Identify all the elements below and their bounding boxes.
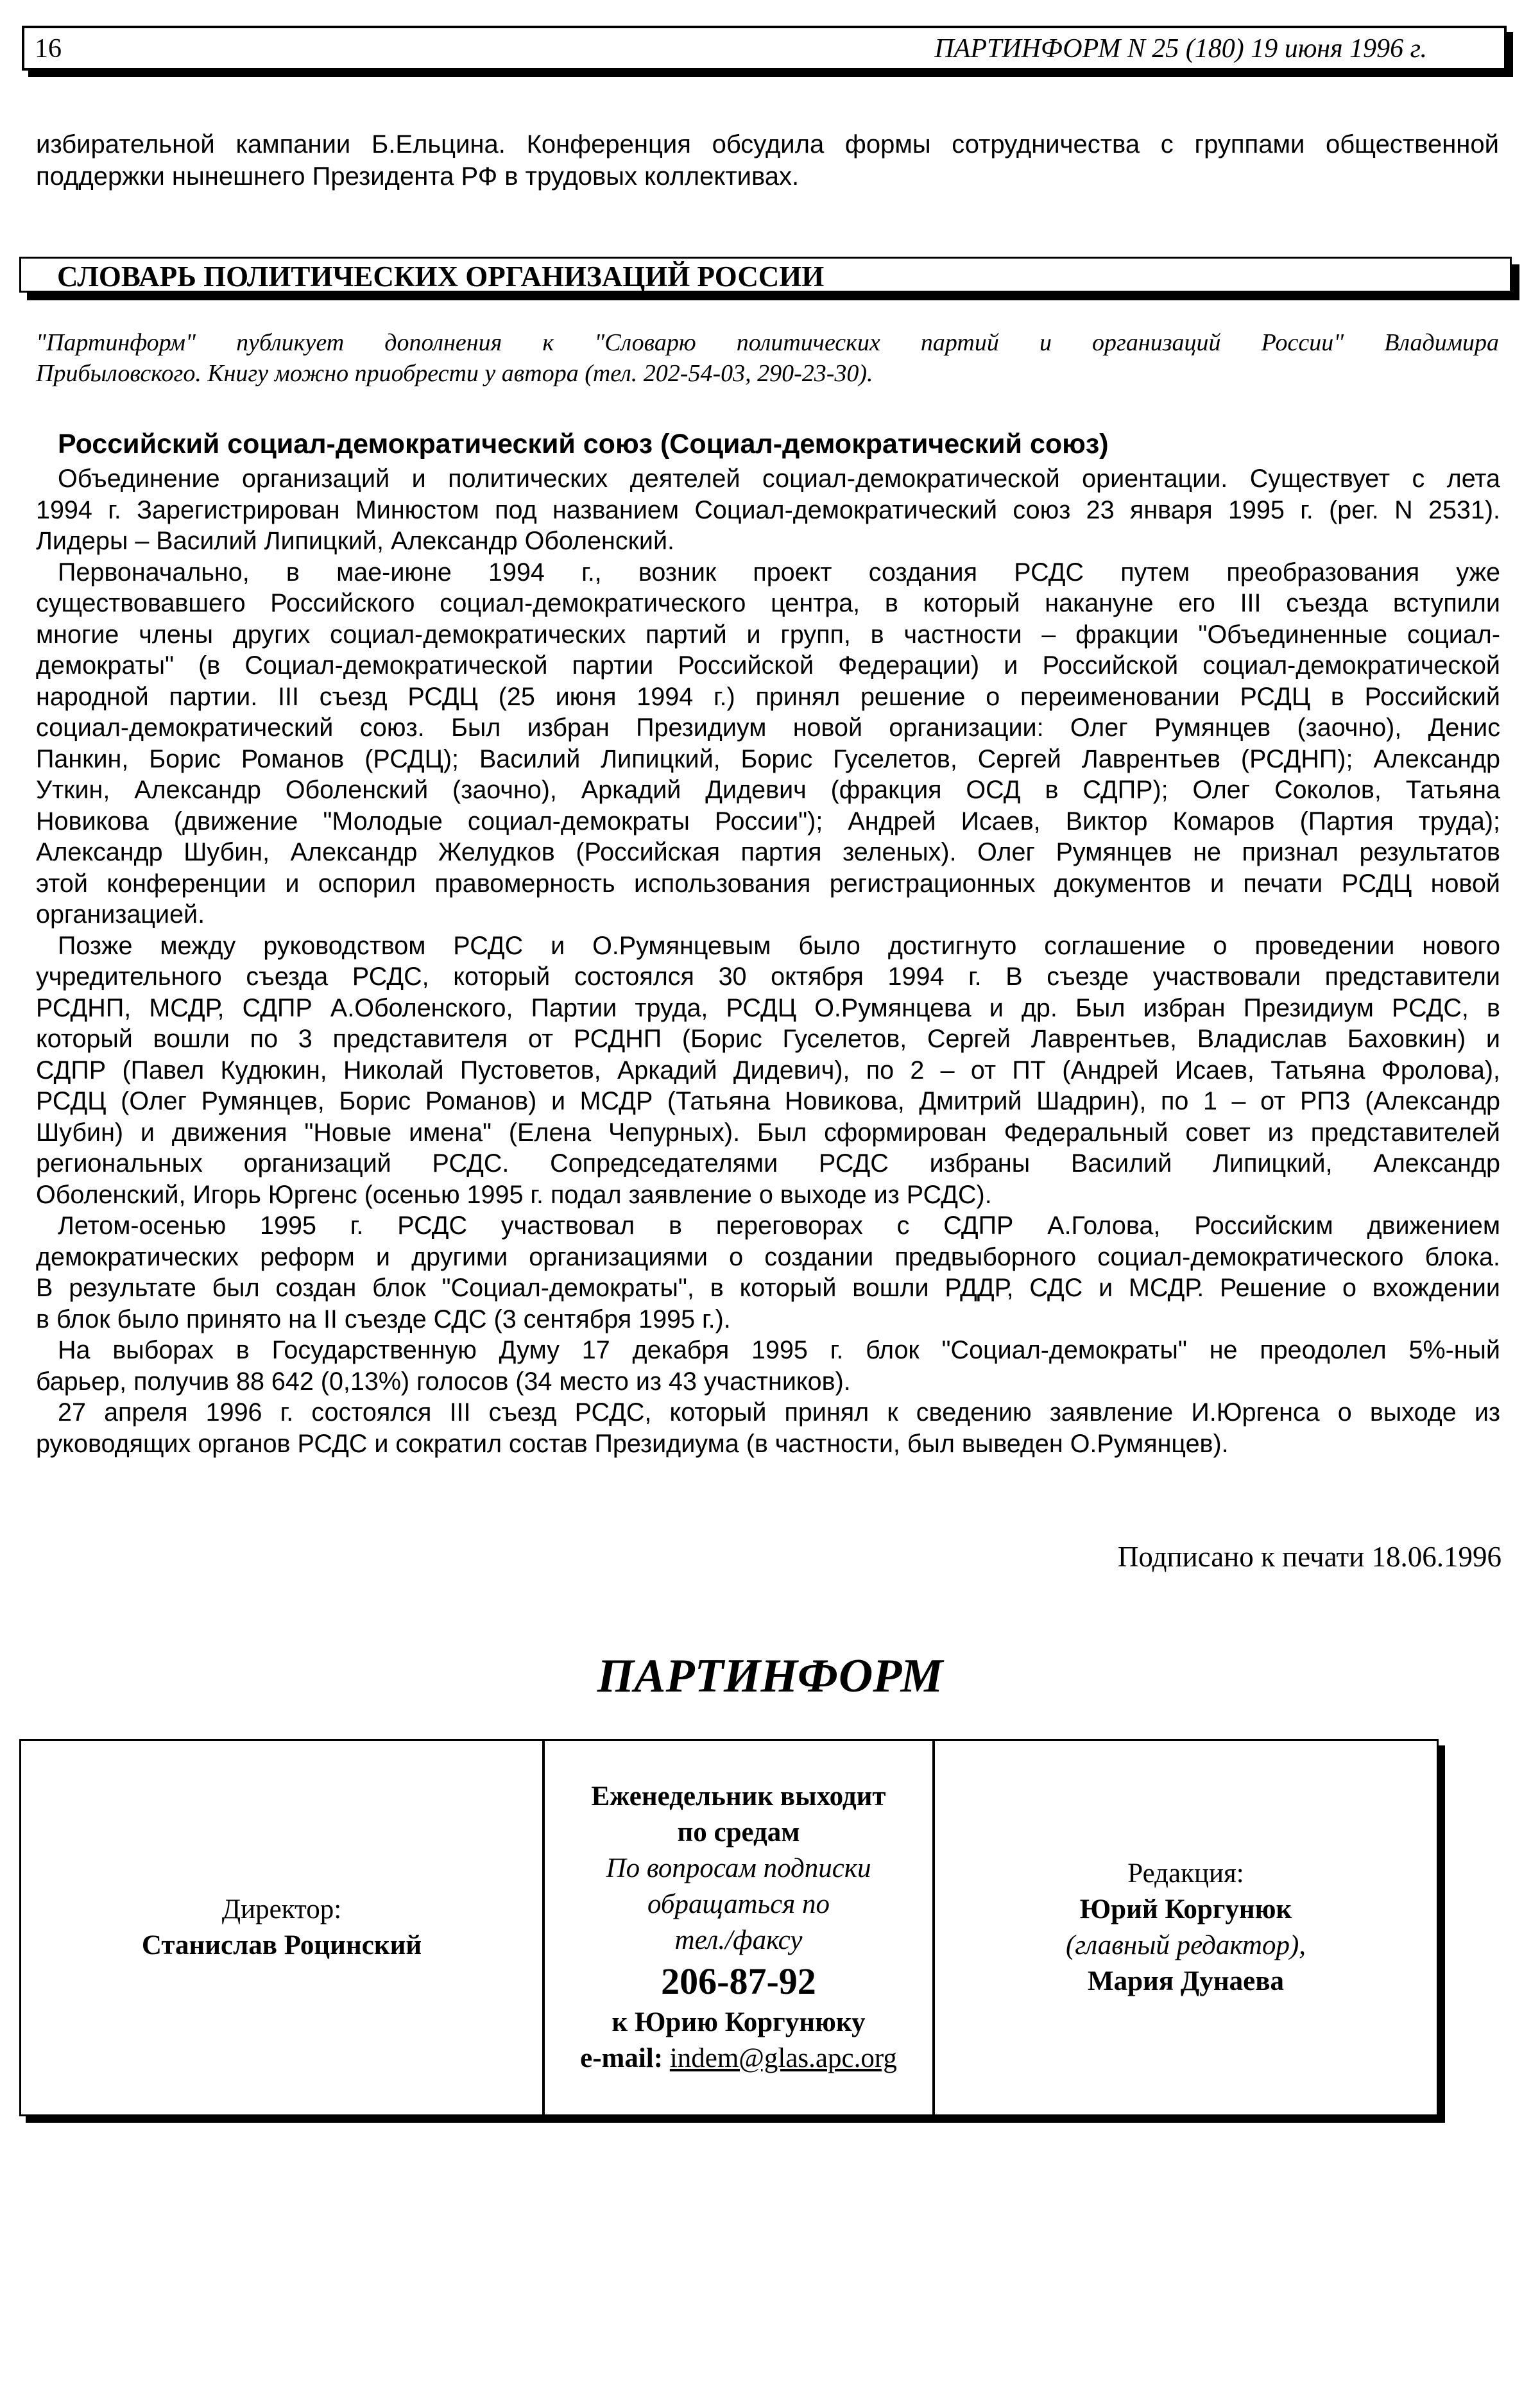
text-line: 1994 г. Зарегистрирован Минюстом под названием Социал-демократический союз 23 января 1995 г. (рег. N 2531). — [36, 495, 1500, 524]
text-line: существовавшего Российского социал-демократического центра, в который накануне его III съезда вступили — [36, 589, 1500, 617]
text-line: Лидеры – Василий Липицкий, Александр Оболенский. — [36, 527, 675, 555]
email-row — [580, 2041, 897, 2077]
text-line: 27 апреля 1996 г. состоялся III съезд РСДС, который принял к сведению заявление И.Юргенса о выходе из — [58, 1398, 1500, 1427]
publication-title: ПАРТИНФОРМ N 25 (180) 19 июня 1996 г. — [934, 34, 1427, 64]
section-title: СЛОВАРЬ ПОЛИТИЧЕСКИХ ОРГАНИЗАЦИЙ РОССИИ — [57, 261, 825, 293]
text-line: Оболенский, Игорь Юргенс (осенью 1995 г. подал заявление о выходе из РСДС). — [36, 1180, 992, 1209]
text-line: Шубин) и движения "Новые имена" (Елена Чепурных). Был сформирован Федеральный совет из представителей — [36, 1118, 1500, 1147]
text-line: народной партии. III съезд РСДЦ (25 июня 1994 г.) принял решение о переименовании РСДЦ в Российский — [36, 682, 1500, 711]
signed-to-print: Подписано к печати 18.06.1996 — [1117, 1541, 1502, 1573]
text-line: РСДЦ (Олег Румянцев, Борис Романов) и МСДР (Татьяна Новикова, Дмитрий Шадрин), по 1 – от РПЗ (Александр — [36, 1087, 1500, 1115]
text-line: в блок было принято на II съезде СДС (3 сентября 1995 г.). — [36, 1305, 731, 1333]
text-line: барьер, получив 88 642 (0,13%) голосов (34 место из 43 участников). — [36, 1367, 851, 1396]
section-title-bar — [19, 257, 1512, 293]
page-number: 16 — [35, 34, 62, 64]
text-line: который вошли по 3 представителя от РСДНП (Борис Гуселетов, Сергей Лаврентьев, Владислав Баховкин) и — [36, 1025, 1500, 1053]
editor-name: Мария Дунаева — [1088, 1966, 1284, 1996]
text-line: Позже между руководством РСДС и О.Румянцевым было достигнуто соглашение о проведении нового — [58, 931, 1500, 960]
director-name: Станислав Роцинский — [141, 1930, 422, 1960]
text-line: СДПР (Павел Кудюкин, Николай Пустоветов, Аркадий Дидевич), по 2 – от ПТ (Андрей Исаев, Татьяна Фролова), — [36, 1056, 1500, 1084]
text-line: многие члены других социал-демократических партий и групп, в частности – фракции "Объединенные социал- — [36, 620, 1500, 649]
text-line: Объединение организаций и политических деятелей социал-демократической ориентации. Существует с лета — [58, 465, 1500, 493]
email-label: e-mail: — [580, 2043, 663, 2073]
text-line: В результате был создан блок "Социал-демократы", в который вошли РДДР, СДС и МСДР. Решение о вхождении — [36, 1274, 1500, 1302]
subscription-line: тел./факсу — [674, 1925, 803, 1955]
text-line: Панкин, Борис Романов (РСДЦ); Василий Липицкий, Борис Гуселетов, Сергей Лаврентьев (РСДНП); Александр — [36, 744, 1500, 773]
subscription-cell — [545, 1741, 935, 2114]
editor-role: (главный редактор), — [1065, 1930, 1306, 1960]
editor-name: Юрий Коргунюк — [1079, 1894, 1292, 1924]
director-cell — [21, 1741, 545, 2114]
text-line: "Партинформ" публикует дополнения к "Словарю политических партий и организаций России" Владимира — [36, 329, 1499, 356]
intro-paragraph — [36, 128, 1499, 193]
text-line: этой конференции и оспорил правомерность использования регистрационных документов и печати РСДЦ новой — [36, 869, 1500, 898]
text-line: РСДНП, МСДР, СДПР А.Оболенского, Партии труда, РСДЦ О.Румянцева и др. Был избран Президиум РСДС, в — [36, 993, 1500, 1022]
subscription-line: обращаться по — [647, 1889, 830, 1919]
phone-number: 206-87-92 — [661, 1960, 816, 2002]
article-title: Российский социал-демократический союз (Социал-демократический союз) — [58, 429, 1109, 459]
schedule-line: Еженедельник выходит — [591, 1781, 886, 1812]
text-line: Александр Шубин, Александр Желудков (Российская партия зеленых). Олег Румянцев не признал результатов — [36, 838, 1500, 866]
text-line: руководящих органов РСДС и сократил состав Президиума (в частности, был выведен О.Румянцев). — [36, 1429, 1229, 1458]
page-header — [22, 26, 1507, 71]
email-link[interactable]: indem@glas.apc.org — [669, 2043, 897, 2073]
text-line: Прибыловского. Книгу можно приобрести у автора (тел. 202-54-03, 290-23-30). — [36, 360, 873, 387]
masthead-title: ПАРТИНФОРМ — [597, 1650, 943, 1702]
text-line: На выборах в Государственную Думу 17 декабря 1995 г. блок "Социал-демократы" не преодолел 5%-ный — [58, 1336, 1500, 1364]
text-line: Новикова (движение "Молодые социал-демократы России"); Андрей Исаев, Виктор Комаров (Партия труда); — [36, 807, 1500, 835]
text-line: демократы" (в Социал-демократической партии Российской Федерации) и Российской социал-демократической — [36, 651, 1500, 680]
text-line: Уткин, Александр Оболенский (заочно), Аркадий Дидевич (фракция ОСД в СДПР); Олег Соколов, Татьяна — [36, 776, 1500, 804]
subscription-line: По вопросам подписки — [606, 1853, 871, 1883]
text-line: учредительного съезда РСДС, который состоялся 30 октября 1994 г. В съезде участвовали представители — [36, 963, 1500, 991]
text-line: Летом-осенью 1995 г. РСДС участвовал в переговорах с СДПР А.Голова, Российским движением — [58, 1212, 1500, 1240]
editorial-label: Редакция: — [1127, 1858, 1244, 1889]
director-label: Директор: — [221, 1894, 342, 1924]
schedule-line: по средам — [677, 1817, 800, 1847]
section-note — [36, 327, 1499, 389]
text-line: избирательной кампании Б.Ельцина. Конференция обсудила формы сотрудничества с группами общественной — [36, 130, 1499, 159]
text-line: демократических реформ и другими организациями о создании предвыборного социал-демократического блока. — [36, 1242, 1500, 1271]
contact-person: к Юрию Коргунюку — [612, 2007, 866, 2037]
text-line: поддержки нынешнего Президента РФ в трудовых коллективах. — [36, 162, 800, 191]
text-line: Первоначально, в мае-июне 1994 г., возник проект создания РСДС путем преобразования уже — [58, 558, 1500, 587]
article-body — [36, 463, 1500, 1459]
text-line: организацией. — [36, 900, 205, 929]
imprint-table — [19, 1739, 1439, 2116]
editorial-cell — [935, 1741, 1437, 2114]
text-line: социал-демократический союз. Был избран Президиум новой организации: Олег Румянцев (заочно), Денис — [36, 714, 1500, 742]
text-line: региональных организаций РСДС. Сопредседателями РСДС избраны Василий Липицкий, Александр — [36, 1149, 1500, 1178]
